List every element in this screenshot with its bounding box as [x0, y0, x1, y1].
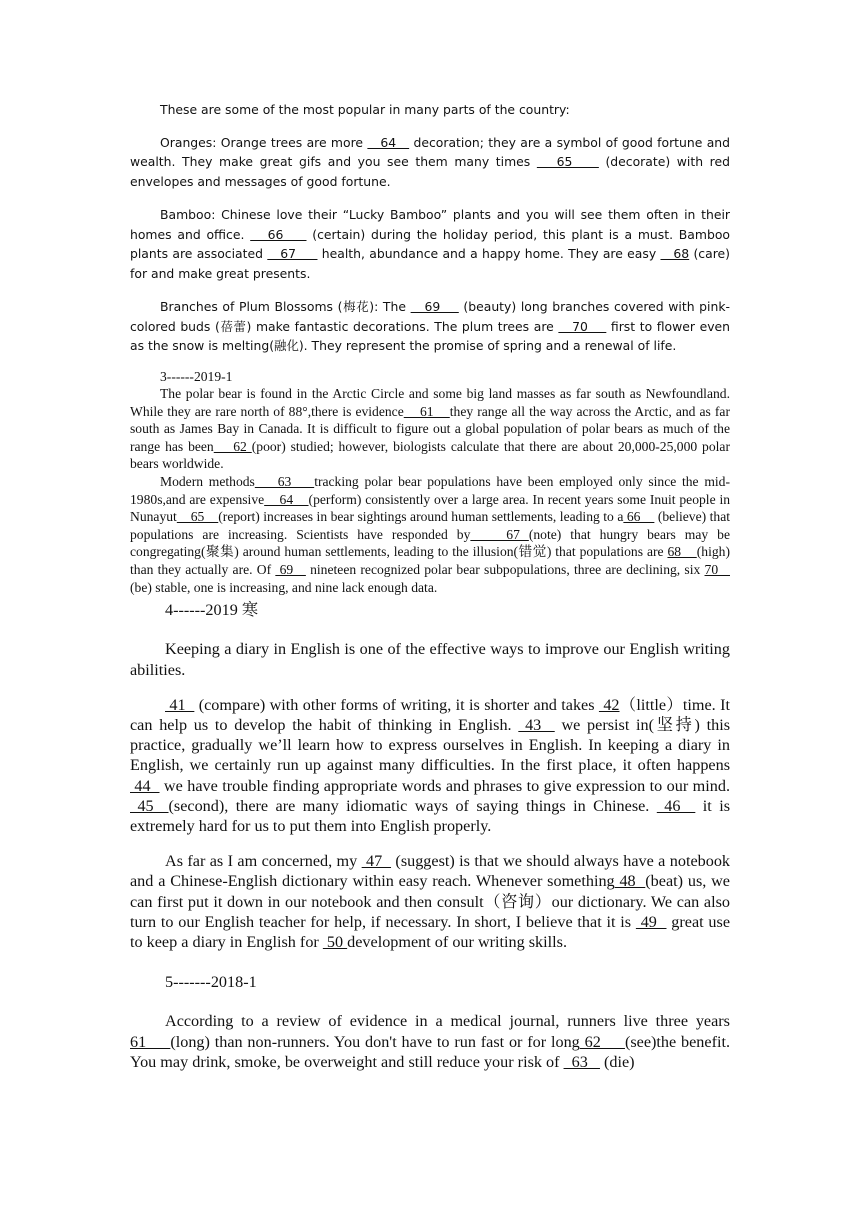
text: health, abundance and a happy home. They are easy	[317, 246, 661, 261]
text: decoration; they are a symbol of good fortune and wealth. They make great gifs and you see them many times	[130, 134, 731, 169]
text: they range all the way across the Arctic, and as far south as James Bay in Canada. It is difficult to figure out a global population of polar bears as much of the range has been	[130, 403, 730, 454]
blank-68[interactable]: 68	[660, 246, 690, 261]
text: it is extremely hard for us to put them into English properly.	[130, 796, 731, 836]
blank-66[interactable]: 66	[623, 509, 655, 525]
blank-67[interactable]: 67	[470, 526, 529, 542]
blank-49[interactable]: 49	[635, 912, 667, 931]
blank-70[interactable]: 70	[704, 562, 730, 578]
text: (suggest) is that we should always have a notebook and a Chinese-English dictionary within easy reach. Whenever something	[130, 852, 731, 891]
text: tracking polar bear populations have been employed only since the mid-1980s,and are expensive	[130, 474, 730, 507]
text: nineteen recognized polar bear subpopulations, three are declining, six	[305, 562, 705, 578]
blank-67[interactable]: 67	[267, 246, 318, 261]
blank-66[interactable]: 66	[250, 226, 307, 242]
text: (compare) with other forms of writing, it is shorter and takes	[194, 695, 599, 714]
text: (note) that hungry bears may be congregating(聚集) around human settlements, leading to the illusion(错觉) that populations are	[130, 526, 730, 560]
text: (believe) that populations are increasing. Scientists have responded by	[130, 509, 731, 542]
text: (beauty) long branches covered with pink-colored buds (蓓蕾) make fantastic decorations. The plum trees are	[130, 299, 730, 334]
blank-64[interactable]: 64	[264, 491, 309, 507]
festive-plants-section	[130, 100, 730, 356]
blank-69[interactable]: 69	[275, 562, 306, 578]
diary-paragraph-2	[130, 695, 730, 836]
blank-70[interactable]: 70	[558, 318, 607, 334]
text: Oranges: Orange trees are more	[160, 134, 368, 150]
blank-61[interactable]: 61	[403, 403, 450, 419]
blank-63[interactable]: 63	[254, 474, 315, 490]
text: first to flower even as the snow is melting(融化). They represent the promise of spring and a renewal of life.	[130, 318, 731, 353]
blank-45[interactable]: 45	[130, 796, 169, 815]
text: (certain) during the holiday period, this plant is a must. Bamboo plants are associated	[130, 226, 730, 261]
runners-paragraph	[130, 1011, 730, 1072]
text: (second), there are many idiomatic ways of saying things in Chinese.	[168, 796, 657, 815]
blank-50[interactable]: 50	[322, 933, 348, 952]
text: Modern methods	[160, 474, 255, 490]
blank-41[interactable]: 41	[165, 695, 195, 714]
section-3-heading: 3------2019-1	[160, 368, 233, 384]
document-page	[130, 100, 730, 1072]
text: (decorate) with red envelopes and messages of good fortune.	[130, 154, 730, 189]
text: (long) than non-runners. You don't have to run fast or for long	[170, 1032, 580, 1051]
text: (beat) us, we can first put it down in our notebook and then consult（咨询）our dictionary. We can also turn to our English teacher for help, if necessary. In short, I believe that it is	[130, 872, 730, 931]
blank-43[interactable]: 43	[518, 716, 555, 735]
text: (care) for and make great presents.	[130, 246, 730, 281]
polar-paragraph-2	[130, 473, 730, 596]
oranges-paragraph	[130, 133, 730, 192]
blank-64[interactable]: 64	[367, 134, 410, 150]
text: development of our writing skills.	[347, 933, 567, 952]
text: （little）time. It can help us to develop the habit of thinking in English.	[130, 695, 731, 735]
bamboo-paragraph	[130, 205, 730, 283]
text: According to a review of evidence in a medical journal, runners live three years	[165, 1012, 730, 1031]
section-4-heading: 4------2019 寒	[165, 601, 259, 620]
text: (poor) studied; however, biologists calculate that there are about 20,000-25,000 polar bears worldwide.	[130, 438, 730, 472]
text: As far as I am concerned, my	[165, 852, 362, 871]
blank-63[interactable]: 63	[563, 1052, 600, 1071]
blank-61[interactable]: 61	[130, 1032, 171, 1051]
blank-62[interactable]: 62	[213, 438, 252, 454]
blank-68[interactable]: 68	[667, 544, 697, 560]
text: (die)	[599, 1052, 635, 1071]
text: (see)the benefit. You may drink, smoke, be overweight and still reduce your risk of	[130, 1032, 730, 1071]
blank-44[interactable]: 44	[130, 776, 160, 795]
diary-section	[130, 600, 730, 1072]
text: (perform) consistently over a large area. In recent years some Inuit people in Nunayut	[130, 491, 731, 525]
intro-line: These are some of the most popular in many parts of the country:	[160, 102, 570, 117]
diary-paragraph-3	[130, 851, 730, 952]
blank-42[interactable]: 42	[598, 695, 620, 714]
blank-65[interactable]: 65	[536, 154, 599, 169]
text: Bamboo: Chinese love their “Lucky Bamboo” plants and you will see them often in their homes and office.	[130, 207, 730, 242]
text: (be) stable, one is increasing, and nine lack enough data.	[130, 579, 438, 595]
text: Branches of Plum Blossoms (梅花): The	[160, 299, 411, 314]
polar-paragraph-1	[130, 385, 730, 473]
blank-46[interactable]: 46	[656, 796, 696, 815]
text: (high) than they actually are. Of	[130, 544, 730, 578]
blank-65[interactable]: 65	[176, 509, 219, 525]
diary-paragraph-1: Keeping a diary in English is one of the effective ways to improve our English writing abilities.	[130, 640, 730, 679]
text: we have trouble finding appropriate words and phrases to give expression to our mind.	[159, 776, 731, 795]
blank-69[interactable]: 69	[410, 299, 459, 314]
section-5-heading: 5-------2018-1	[165, 973, 257, 992]
blank-47[interactable]: 47	[361, 852, 392, 871]
blank-62[interactable]: 62	[579, 1032, 625, 1051]
text: we persist in(坚持) this practice, gradually we’ll learn how to express ourselves in English. In keeping a diary in English, we certainly run up against many difficulties. In the first place, it often happens	[130, 716, 730, 775]
plum-paragraph	[130, 297, 730, 356]
blank-48[interactable]: 48	[614, 872, 646, 891]
text: great use to keep a diary in English for	[130, 912, 731, 952]
text: The polar bear is found in the Arctic Circle and some big land masses as far south as Newfoundland. While they are rare north of 88°,there is evidence	[130, 386, 730, 419]
polar-bear-section	[130, 368, 730, 597]
text: (report) increases in bear sightings around human settlements, leading to a	[218, 509, 624, 525]
